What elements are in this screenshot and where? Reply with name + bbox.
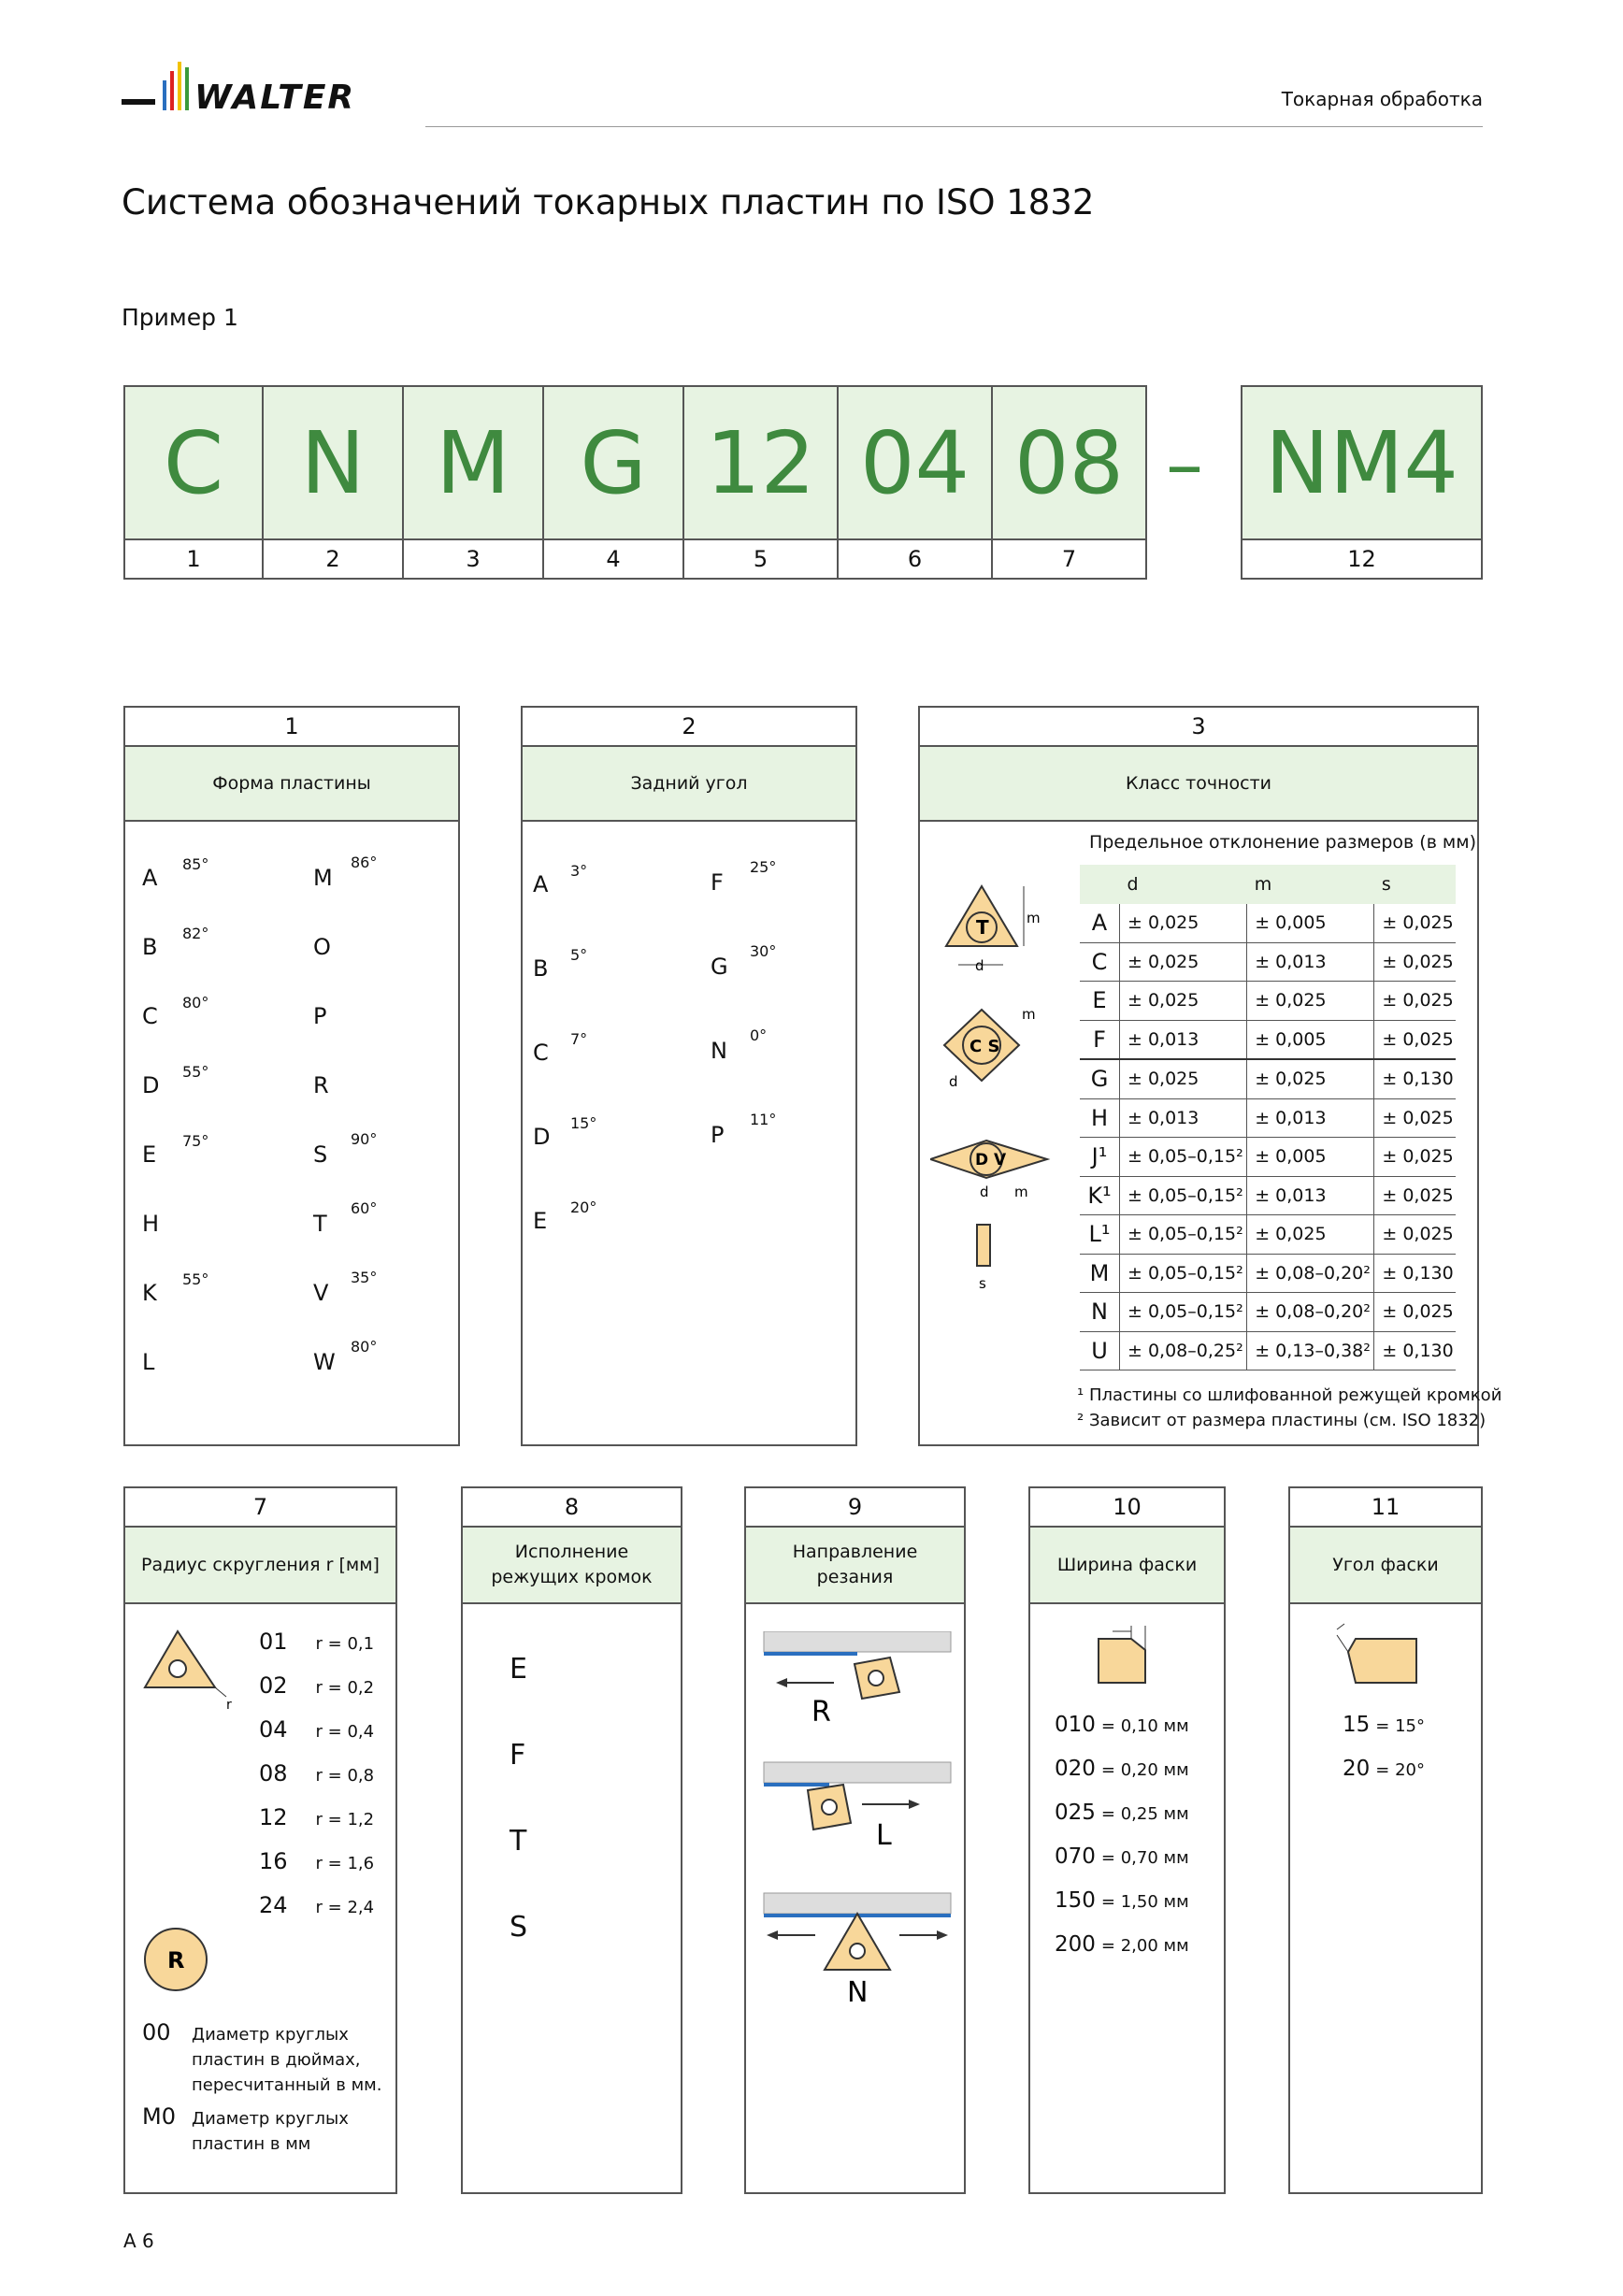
clearance-icon — [750, 1026, 767, 1044]
radius-code: 04 — [259, 1716, 288, 1743]
radius-code: 16 — [259, 1848, 288, 1874]
table-row — [1080, 1059, 1456, 1098]
chamfer-angle-icon — [1328, 1622, 1430, 1687]
clearance-box — [521, 706, 857, 1446]
code-cell — [404, 385, 544, 580]
box-number: 1 — [125, 708, 458, 747]
radius-row — [259, 1629, 374, 1655]
shape-letter: W — [313, 1349, 336, 1375]
code-char: N — [264, 387, 402, 540]
shape-angle: 80° — [182, 994, 209, 1012]
code-char: C — [125, 387, 262, 540]
shape-angle: 60° — [351, 1199, 378, 1217]
cell-s: ± 0,025 — [1374, 1215, 1456, 1255]
radius-row — [259, 1672, 374, 1699]
diag-d1: d — [975, 957, 984, 974]
code-cell — [1241, 385, 1483, 580]
box-number: 3 — [920, 708, 1477, 747]
clearance-letter: F — [711, 869, 724, 896]
box-title: Класс точности — [920, 747, 1477, 822]
cell-d: ± 0,025 — [1120, 942, 1247, 982]
table-row — [1080, 1138, 1456, 1177]
code-position: 4 — [606, 546, 621, 572]
cell-d: ± 0,013 — [1120, 1020, 1247, 1059]
column-header: m — [1247, 865, 1374, 904]
chamfer-width-row — [1055, 1801, 1189, 1825]
chamfer-code: 020 — [1055, 1757, 1096, 1781]
code-position: 1 — [186, 546, 201, 572]
shape-icon-s — [351, 1130, 377, 1148]
shape-angle: 55° — [182, 1270, 209, 1288]
code-char: NM4 — [1242, 387, 1481, 540]
shape-letter: R — [313, 1072, 329, 1098]
section-title: Токарная обработка — [1281, 88, 1483, 110]
round-note: Диаметр круглых пластин в дюймах, пересчитанный в мм. — [192, 2025, 382, 2095]
edge-letter: S — [510, 1911, 528, 1944]
diag-m2: m — [1022, 1006, 1036, 1023]
diag-t: T — [976, 916, 989, 939]
class-letter: E — [1080, 982, 1120, 1021]
clearance-angle: 11° — [750, 1111, 777, 1128]
chamfer-width-row — [1055, 1888, 1189, 1913]
table-row — [1080, 904, 1456, 942]
clearance-icon — [570, 1030, 587, 1048]
radius-code: 01 — [259, 1629, 288, 1655]
shape-letter: B — [142, 934, 158, 960]
shape-angle: 55° — [182, 1063, 209, 1081]
shape-angle: 80° — [351, 1338, 378, 1356]
clearance-icon — [750, 942, 776, 960]
cell-d: ± 0,013 — [1120, 1098, 1247, 1138]
shape-letter: A — [142, 865, 158, 891]
chamfer-code: 15 — [1343, 1713, 1371, 1737]
class-letter: F — [1080, 1020, 1120, 1059]
chamfer-value: = 0,25 мм — [1100, 1804, 1189, 1824]
column-header: s — [1374, 865, 1456, 904]
box-title: Направление резания — [746, 1528, 964, 1604]
cell-m: ± 0,013 — [1247, 1176, 1374, 1215]
radius-row — [259, 1804, 374, 1830]
clearance-icon — [570, 862, 587, 880]
chamfer-value: = 0,10 мм — [1100, 1716, 1189, 1736]
dir-r: R — [812, 1696, 831, 1729]
clearance-letter: E — [533, 1208, 548, 1234]
class-letter: N — [1080, 1293, 1120, 1332]
shape-angle: 85° — [182, 855, 209, 873]
table-row — [1080, 1331, 1456, 1370]
shape-angle: 86° — [351, 854, 378, 871]
code-char: 12 — [684, 387, 837, 540]
table-row — [1080, 1098, 1456, 1138]
cell-d: ± 0,05–0,15² — [1120, 1215, 1247, 1255]
diag-m3: m — [1014, 1184, 1028, 1200]
box-number: 7 — [125, 1488, 395, 1528]
chamfer-code: 20 — [1343, 1757, 1371, 1781]
code-char: 08 — [993, 387, 1145, 540]
cell-d: ± 0,05–0,15² — [1120, 1254, 1247, 1293]
chamfer-code: 070 — [1055, 1844, 1096, 1869]
edge-letter: F — [510, 1739, 526, 1772]
clearance-angle: 0° — [750, 1026, 768, 1044]
chamfer-angle-row — [1343, 1757, 1425, 1781]
diag-dv: D V — [975, 1151, 1007, 1170]
clearance-icon — [570, 1114, 596, 1132]
shape-angle: 35° — [351, 1269, 378, 1286]
shape-box — [123, 706, 460, 1446]
clearance-icon — [570, 1198, 596, 1216]
shape-icon-m — [351, 854, 377, 871]
chamfer-code: 200 — [1055, 1932, 1096, 1957]
cell-m: ± 0,005 — [1247, 1138, 1374, 1177]
radius-row — [259, 1716, 374, 1743]
code-position: 5 — [753, 546, 768, 572]
round-code: 00 — [142, 2019, 171, 2045]
chamfer-value: = 0,20 мм — [1100, 1760, 1189, 1780]
chamfer-width-box — [1028, 1486, 1226, 2194]
cell-d: ± 0,025 — [1120, 982, 1247, 1021]
footnote-1: ¹ Пластины со шлифованной режущей кромкой — [1077, 1385, 1502, 1405]
class-letter: L¹ — [1080, 1215, 1120, 1255]
shape-letter: D — [142, 1072, 160, 1098]
radius-code: 24 — [259, 1892, 288, 1918]
chamfer-value: = 0,70 мм — [1100, 1848, 1189, 1868]
clearance-letter: C — [533, 1040, 549, 1066]
class-letter: A — [1080, 904, 1120, 942]
shape-angle: 90° — [351, 1130, 378, 1148]
code-position: 2 — [325, 546, 340, 572]
shape-letter: S — [313, 1141, 328, 1168]
table-row — [1080, 942, 1456, 982]
chamfer-width-icon — [1075, 1622, 1178, 1687]
cell-s: ± 0,025 — [1374, 1098, 1456, 1138]
radius-value: r = 0,1 — [315, 1634, 375, 1654]
clearance-angle: 3° — [570, 862, 588, 880]
round-note: Диаметр круглых пластин в мм — [192, 2109, 349, 2154]
chamfer-value: = 2,00 мм — [1100, 1936, 1189, 1956]
clearance-letter: A — [533, 871, 549, 897]
clearance-icon — [570, 946, 587, 964]
code-cell — [264, 385, 404, 580]
cell-s: ± 0,025 — [1374, 904, 1456, 942]
code-cell — [993, 385, 1147, 580]
clearance-angle: 20° — [570, 1198, 597, 1216]
cell-s: ± 0,130 — [1374, 1059, 1456, 1098]
table-row — [1080, 1176, 1456, 1215]
clearance-angle: 15° — [570, 1114, 597, 1132]
walter-logo — [122, 58, 402, 133]
cell-m: ± 0,025 — [1247, 1059, 1374, 1098]
cell-s: ± 0,025 — [1374, 1293, 1456, 1332]
page-title: Система обозначений токарных пластин по ISO 1832 — [122, 182, 1095, 222]
chamfer-value: = 15° — [1375, 1716, 1425, 1736]
code-position: 7 — [1061, 546, 1077, 572]
header-divider — [425, 126, 1483, 127]
clearance-angle: 25° — [750, 858, 777, 876]
r-label: r — [226, 1698, 232, 1711]
shape-icon-c — [182, 994, 208, 1012]
round-code: M0 — [142, 2103, 176, 2130]
radius-value: r = 1,2 — [315, 1810, 375, 1830]
chamfer-width-row — [1055, 1844, 1189, 1869]
code-position: 3 — [466, 546, 481, 572]
clearance-icon — [750, 1111, 776, 1128]
cell-m: ± 0,013 — [1247, 1098, 1374, 1138]
chamfer-code: 025 — [1055, 1801, 1096, 1825]
svg-text:WALTER: WALTER — [194, 79, 356, 117]
cell-m: ± 0,013 — [1247, 942, 1374, 982]
shape-angle: 75° — [182, 1132, 209, 1150]
box-title: Задний угол — [523, 747, 855, 822]
radius-value: r = 0,8 — [315, 1766, 375, 1786]
clearance-letter: N — [711, 1038, 727, 1064]
dir-n: N — [847, 1976, 869, 2005]
clearance-angle: 7° — [570, 1030, 588, 1048]
clearance-letter: B — [533, 955, 549, 982]
box-title: Ширина фаски — [1030, 1528, 1224, 1604]
radius-value: r = 1,6 — [315, 1854, 375, 1873]
chamfer-width-row — [1055, 1713, 1189, 1737]
box-title: Исполнение режущих кромок — [463, 1528, 681, 1604]
round-letter: R — [167, 1947, 185, 1973]
radius-triangle — [140, 1627, 243, 1711]
clearance-angle: 5° — [570, 946, 588, 964]
cell-s: ± 0,025 — [1374, 942, 1456, 982]
diag-s: s — [979, 1275, 986, 1292]
cell-m: ± 0,025 — [1247, 1215, 1374, 1255]
table-header — [1080, 865, 1456, 904]
diag-d2: d — [949, 1073, 958, 1090]
code-cell — [839, 385, 993, 580]
shape-letter: K — [142, 1280, 157, 1306]
cell-m: ± 0,08–0,20² — [1247, 1293, 1374, 1332]
chamfer-code: 010 — [1055, 1713, 1096, 1737]
class-letter: G — [1080, 1059, 1120, 1098]
chamfer-angle-box — [1288, 1486, 1483, 2194]
cell-s: ± 0,130 — [1374, 1254, 1456, 1293]
table-row — [1080, 982, 1456, 1021]
shape-letter: L — [142, 1349, 155, 1375]
class-letter: H — [1080, 1098, 1120, 1138]
column-header: d — [1120, 865, 1247, 904]
box-number: 10 — [1030, 1488, 1224, 1528]
radius-row — [259, 1760, 374, 1787]
box-number: 9 — [746, 1488, 964, 1528]
code-cell — [123, 385, 264, 580]
box-title: Форма пластины — [125, 747, 458, 822]
cell-d: ± 0,05–0,15² — [1120, 1293, 1247, 1332]
cell-s: ± 0,130 — [1374, 1331, 1456, 1370]
chamfer-width-row — [1055, 1757, 1189, 1781]
cell-m: ± 0,08–0,20² — [1247, 1254, 1374, 1293]
code-position: 12 — [1347, 546, 1376, 572]
shape-letter: C — [142, 1003, 158, 1029]
cell-s: ± 0,025 — [1374, 982, 1456, 1021]
shape-letter: O — [313, 934, 331, 960]
box-title: Угол фаски — [1290, 1528, 1481, 1604]
code-dash: – — [1166, 421, 1203, 508]
class-letter: U — [1080, 1331, 1120, 1370]
shape-letter: H — [142, 1211, 160, 1237]
shape-letter: V — [313, 1280, 329, 1306]
tolerance-table — [1080, 865, 1456, 1370]
shape-icon-v — [351, 1269, 377, 1286]
table-row — [1080, 1254, 1456, 1293]
table-row — [1080, 1293, 1456, 1332]
class-letter: K¹ — [1080, 1176, 1120, 1215]
chamfer-value: = 20° — [1375, 1760, 1425, 1780]
footnote-2: ² Зависит от размера пластины (см. ISO 1832) — [1077, 1411, 1487, 1430]
direction-diagrams — [759, 1631, 955, 2005]
chamfer-angle-row — [1343, 1713, 1425, 1737]
radius-row — [259, 1892, 374, 1918]
code-char: 04 — [839, 387, 991, 540]
clearance-icon — [750, 858, 776, 876]
radius-value: r = 2,4 — [315, 1898, 375, 1917]
diag-d3: d — [980, 1184, 989, 1200]
shape-letter: P — [313, 1003, 327, 1029]
cell-m: ± 0,005 — [1247, 904, 1374, 942]
cell-m: ± 0,13–0,38² — [1247, 1331, 1374, 1370]
code-cell — [684, 385, 839, 580]
cell-d: ± 0,05–0,15² — [1120, 1176, 1247, 1215]
round-insert-icon — [142, 1926, 209, 1993]
class-letter: J¹ — [1080, 1138, 1120, 1177]
shape-icon-k — [182, 1270, 208, 1288]
clearance-letter: P — [711, 1122, 725, 1148]
tolerance-diagrams — [930, 879, 1080, 1309]
page-number: A 6 — [123, 2230, 154, 2252]
box-number: 2 — [523, 708, 855, 747]
cell-m: ± 0,005 — [1247, 1020, 1374, 1059]
tolerance-subtitle: Предельное отклонение размеров (в мм) — [1089, 832, 1477, 853]
table-row — [1080, 1020, 1456, 1059]
shape-letter: E — [142, 1141, 157, 1168]
edge-letter: T — [510, 1825, 527, 1858]
cell-s: ± 0,025 — [1374, 1176, 1456, 1215]
clearance-angle: 30° — [750, 942, 777, 960]
radius-value: r = 0,2 — [315, 1678, 375, 1698]
table-row — [1080, 1215, 1456, 1255]
shape-icon-b — [182, 925, 208, 942]
cell-d: ± 0,025 — [1120, 904, 1247, 942]
diag-cs: C S — [969, 1037, 1000, 1056]
shape-icon-a — [182, 855, 208, 873]
shape-icon-e — [182, 1132, 208, 1150]
cell-m: ± 0,025 — [1247, 982, 1374, 1021]
clearance-letter: D — [533, 1124, 551, 1150]
shape-icon-t — [351, 1199, 377, 1217]
code-char: G — [544, 387, 682, 540]
cell-s: ± 0,025 — [1374, 1138, 1456, 1177]
radius-code: 12 — [259, 1804, 288, 1830]
box-number: 11 — [1290, 1488, 1481, 1528]
radius-code: 02 — [259, 1672, 288, 1699]
cell-d: ± 0,08–0,25² — [1120, 1331, 1247, 1370]
radius-value: r = 0,4 — [315, 1722, 375, 1742]
edge-box — [461, 1486, 682, 2194]
shape-icon-d — [182, 1063, 208, 1081]
example-label: Пример 1 — [122, 304, 238, 331]
chamfer-value: = 1,50 мм — [1100, 1892, 1189, 1912]
box-number: 8 — [463, 1488, 681, 1528]
cell-d: ± 0,05–0,15² — [1120, 1138, 1247, 1177]
code-cell — [544, 385, 684, 580]
shape-angle: 82° — [182, 925, 209, 942]
diag-m1: m — [1027, 910, 1041, 926]
shape-letter: M — [313, 865, 333, 891]
edge-letter: E — [510, 1653, 527, 1686]
class-letter: C — [1080, 942, 1120, 982]
chamfer-width-row — [1055, 1932, 1189, 1957]
class-letter: M — [1080, 1254, 1120, 1293]
radius-row — [259, 1848, 374, 1874]
cell-s: ± 0,025 — [1374, 1020, 1456, 1059]
cell-d: ± 0,025 — [1120, 1059, 1247, 1098]
code-position: 6 — [907, 546, 923, 572]
chamfer-code: 150 — [1055, 1888, 1096, 1913]
shape-icon-w — [351, 1338, 377, 1356]
shape-letter: T — [313, 1211, 327, 1237]
radius-code: 08 — [259, 1760, 288, 1787]
box-title: Радиус скругления r [мм] — [125, 1528, 395, 1604]
code-char: M — [404, 387, 542, 540]
dir-l: L — [876, 1819, 892, 1852]
clearance-letter: G — [711, 954, 728, 980]
